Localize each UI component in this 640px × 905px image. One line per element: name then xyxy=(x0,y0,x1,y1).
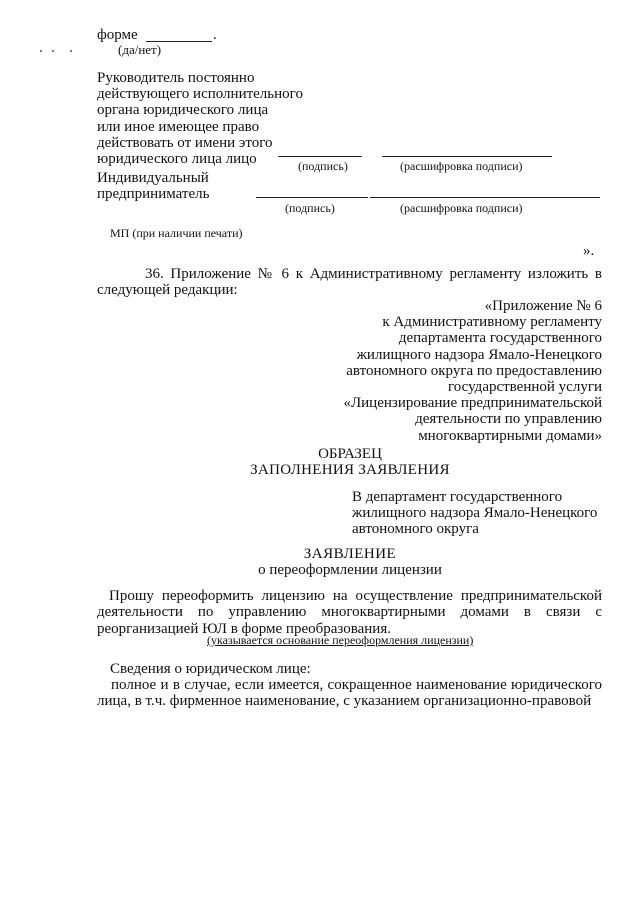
appendix-line: деятельности по управлению xyxy=(415,411,602,428)
legal-entity-line: лица, в т.ч. фирменное наименование, с указанием организационно-правовой xyxy=(97,693,592,710)
appendix-line: «Лицензирование предпринимательской xyxy=(343,395,602,412)
scan-speck xyxy=(52,50,54,52)
head-decode-line xyxy=(382,156,552,157)
legal-entity-line: полное и в случае, если имеется, сокращенное наименование юридического xyxy=(111,677,602,693)
stamp-note: МП (при наличии печати) xyxy=(110,226,243,240)
application-title: ЗАЯВЛЕНИЕ xyxy=(303,546,397,562)
entrepreneur-signature-block xyxy=(97,170,209,202)
legal-entity-title: Сведения о юридическом лице: xyxy=(110,661,311,677)
closing-quote: ». xyxy=(583,243,595,259)
appendix-line: жилищного надзора Ямало-Ненецкого xyxy=(356,346,602,363)
head-signature-line xyxy=(278,156,362,157)
appendix-line: к Административному регламенту xyxy=(382,314,602,331)
appendix-line: департамента государственного xyxy=(398,330,602,347)
forme-end: . xyxy=(213,27,217,43)
request-line: деятельности по управлению многоквартирными домами в связи с xyxy=(97,604,602,621)
entrepreneur-signature-line xyxy=(256,197,368,198)
appendix-line: многоквартирными домами» xyxy=(418,427,602,444)
head-signature-block xyxy=(97,70,303,167)
basis-hint: (указывается основание переоформления лицензии) xyxy=(207,633,474,647)
head-line: юридического лица лицо xyxy=(97,151,257,168)
head-line: действовать от имени этого xyxy=(97,134,273,151)
entrepreneur-decode-caption: (расшифровка подписи) xyxy=(400,201,523,215)
legal-entity-paragraph xyxy=(97,677,602,710)
appendix-line: автономного округа по предоставлению xyxy=(346,362,602,379)
scan-speck xyxy=(40,50,42,52)
yes-no-hint: (да/нет) xyxy=(118,42,162,57)
scan-speck xyxy=(70,50,72,52)
application-heading xyxy=(200,546,500,578)
appendix-line: государственной услуги xyxy=(448,379,602,396)
item-36-line: следующей редакции: xyxy=(97,282,238,299)
head-line: или иное имеющее право xyxy=(97,118,260,135)
appendix-line: «Приложение № 6 xyxy=(484,298,602,314)
head-decode-caption: (расшифровка подписи) xyxy=(400,159,523,173)
entrepreneur-decode-line xyxy=(370,197,600,198)
addressee-line: В департамент государственного xyxy=(352,489,563,505)
request-paragraph xyxy=(97,588,602,637)
entrepreneur-line: предприниматель xyxy=(97,186,210,203)
appendix-header xyxy=(300,298,602,444)
head-line: действующего исполнительного xyxy=(97,86,303,103)
item-36-paragraph xyxy=(97,266,602,299)
application-subtitle: о переоформлении лицензии xyxy=(258,562,442,579)
addressee-line: жилищного надзора Ямало-Ненецкого xyxy=(352,505,598,522)
request-line: Прошу переоформить лицензию на осуществление предпринимательской xyxy=(109,588,602,604)
sample-title xyxy=(200,446,500,478)
addressee-line: автономного округа xyxy=(352,521,479,538)
head-signature-caption: (подпись) xyxy=(298,159,348,173)
sample-title-line: ЗАПОЛНЕНИЯ ЗАЯВЛЕНИЯ xyxy=(250,462,450,478)
entrepreneur-line: Индивидуальный xyxy=(97,170,209,186)
item-36-line: 36. Приложение № 6 к Административному регламенту изложить в xyxy=(145,266,602,282)
head-line: Руководитель постоянно xyxy=(97,70,255,86)
head-line: органа юридического лица xyxy=(97,102,269,119)
entrepreneur-signature-caption: (подпись) xyxy=(285,201,335,215)
sample-title-line: ОБРАЗЕЦ xyxy=(318,446,382,462)
request-line: реорганизацией ЮЛ в форме преобразования. xyxy=(97,620,391,637)
addressee-block xyxy=(352,489,597,538)
forme-label: форме xyxy=(97,27,138,43)
